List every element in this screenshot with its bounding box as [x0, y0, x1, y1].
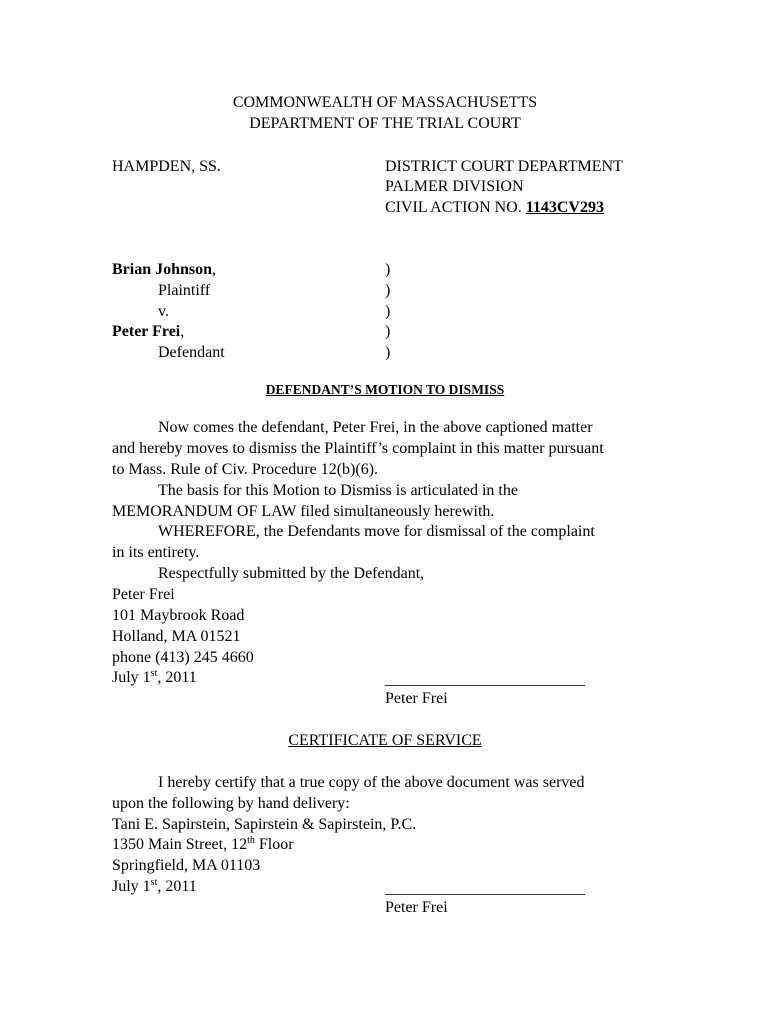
court-department: DISTRICT COURT DEPARTMENT: [385, 158, 623, 175]
defendant-signature-name: Peter Frei: [112, 586, 175, 603]
defendant-phone: phone (413) 245 4660: [112, 649, 254, 666]
address-prefix: 1350 Main Street, 12: [112, 836, 248, 853]
plaintiff-name: Brian Johnson: [112, 261, 213, 278]
court-header-line-2: DEPARTMENT OF THE TRIAL COURT: [249, 115, 521, 132]
certificate-signer: Peter Frei: [385, 899, 448, 916]
caption-paren: ): [385, 282, 391, 299]
motion-date-suffix: , 2011: [157, 669, 197, 686]
certificate-date: [112, 877, 197, 898]
motion-date: [112, 668, 197, 689]
defendant-line: [112, 322, 184, 343]
court-division: PALMER DIVISION: [385, 178, 524, 195]
motion-date-prefix: July 1: [112, 669, 151, 686]
plaintiff-line: [112, 260, 216, 281]
certificate-title: CERTIFICATE OF SERVICE: [288, 732, 482, 749]
defendant-name: Peter Frei: [112, 323, 181, 340]
certificate-date-sup: st: [150, 877, 158, 888]
motion-line: to Mass. Rule of Civ. Procedure 12(b)(6).: [112, 461, 379, 478]
case-number-line: [385, 198, 604, 219]
motion-title: DEFENDANT’S MOTION TO DISMISS: [265, 382, 505, 397]
certificate-line: upon the following by hand delivery:: [112, 795, 350, 812]
served-address-street: [112, 835, 294, 856]
certificate-date-suffix: , 2011: [157, 878, 197, 895]
case-number: 1143CV293: [525, 199, 604, 216]
defendant-role: Defendant: [158, 344, 225, 361]
certificate-signature-line: _________________________: [385, 880, 585, 897]
served-address-city: Springfield, MA 01103: [112, 857, 261, 874]
served-party: Tani E. Sapirstein, Sapirstein & Sapirstein, P.C.: [112, 816, 417, 833]
motion-signature-line: _________________________: [385, 671, 585, 688]
caption-paren: ): [385, 323, 391, 340]
caption-paren: ): [385, 303, 391, 320]
plaintiff-comma: ,: [212, 261, 217, 278]
motion-line: WHEREFORE, the Defendants move for dismissal of the complaint: [158, 523, 595, 540]
defendant-address-city: Holland, MA 01521: [112, 628, 241, 645]
versus: v.: [158, 303, 169, 320]
motion-signer: Peter Frei: [385, 690, 448, 707]
motion-line: Now comes the defendant, Peter Frei, in the above captioned matter: [158, 419, 593, 436]
certificate-date-prefix: July 1: [112, 878, 151, 895]
defendant-address-street: 101 Maybrook Road: [112, 607, 245, 624]
caption-paren: ): [385, 261, 391, 278]
motion-line: The basis for this Motion to Dismiss is articulated in the: [158, 482, 518, 499]
case-number-prefix: CIVIL ACTION NO.: [385, 199, 526, 216]
county-label: HAMPDEN, SS.: [112, 158, 221, 175]
address-sup: th: [247, 835, 255, 846]
motion-line: and hereby moves to dismiss the Plaintiff’s complaint in this matter pursuant: [112, 440, 604, 457]
motion-line: MEMORANDUM OF LAW filed simultaneously herewith.: [112, 503, 495, 520]
motion-date-sup: st: [150, 668, 158, 679]
court-header-line-1: COMMONWEALTH OF MASSACHUSETTS: [232, 94, 538, 111]
plaintiff-role: Plaintiff: [158, 282, 211, 299]
certificate-line: I hereby certify that a true copy of the above document was served: [158, 774, 585, 791]
motion-line: Respectfully submitted by the Defendant,: [158, 565, 425, 582]
defendant-comma: ,: [180, 323, 185, 340]
motion-line: in its entirety.: [112, 544, 200, 561]
address-suffix: Floor: [254, 836, 294, 853]
caption-paren: ): [385, 344, 391, 361]
